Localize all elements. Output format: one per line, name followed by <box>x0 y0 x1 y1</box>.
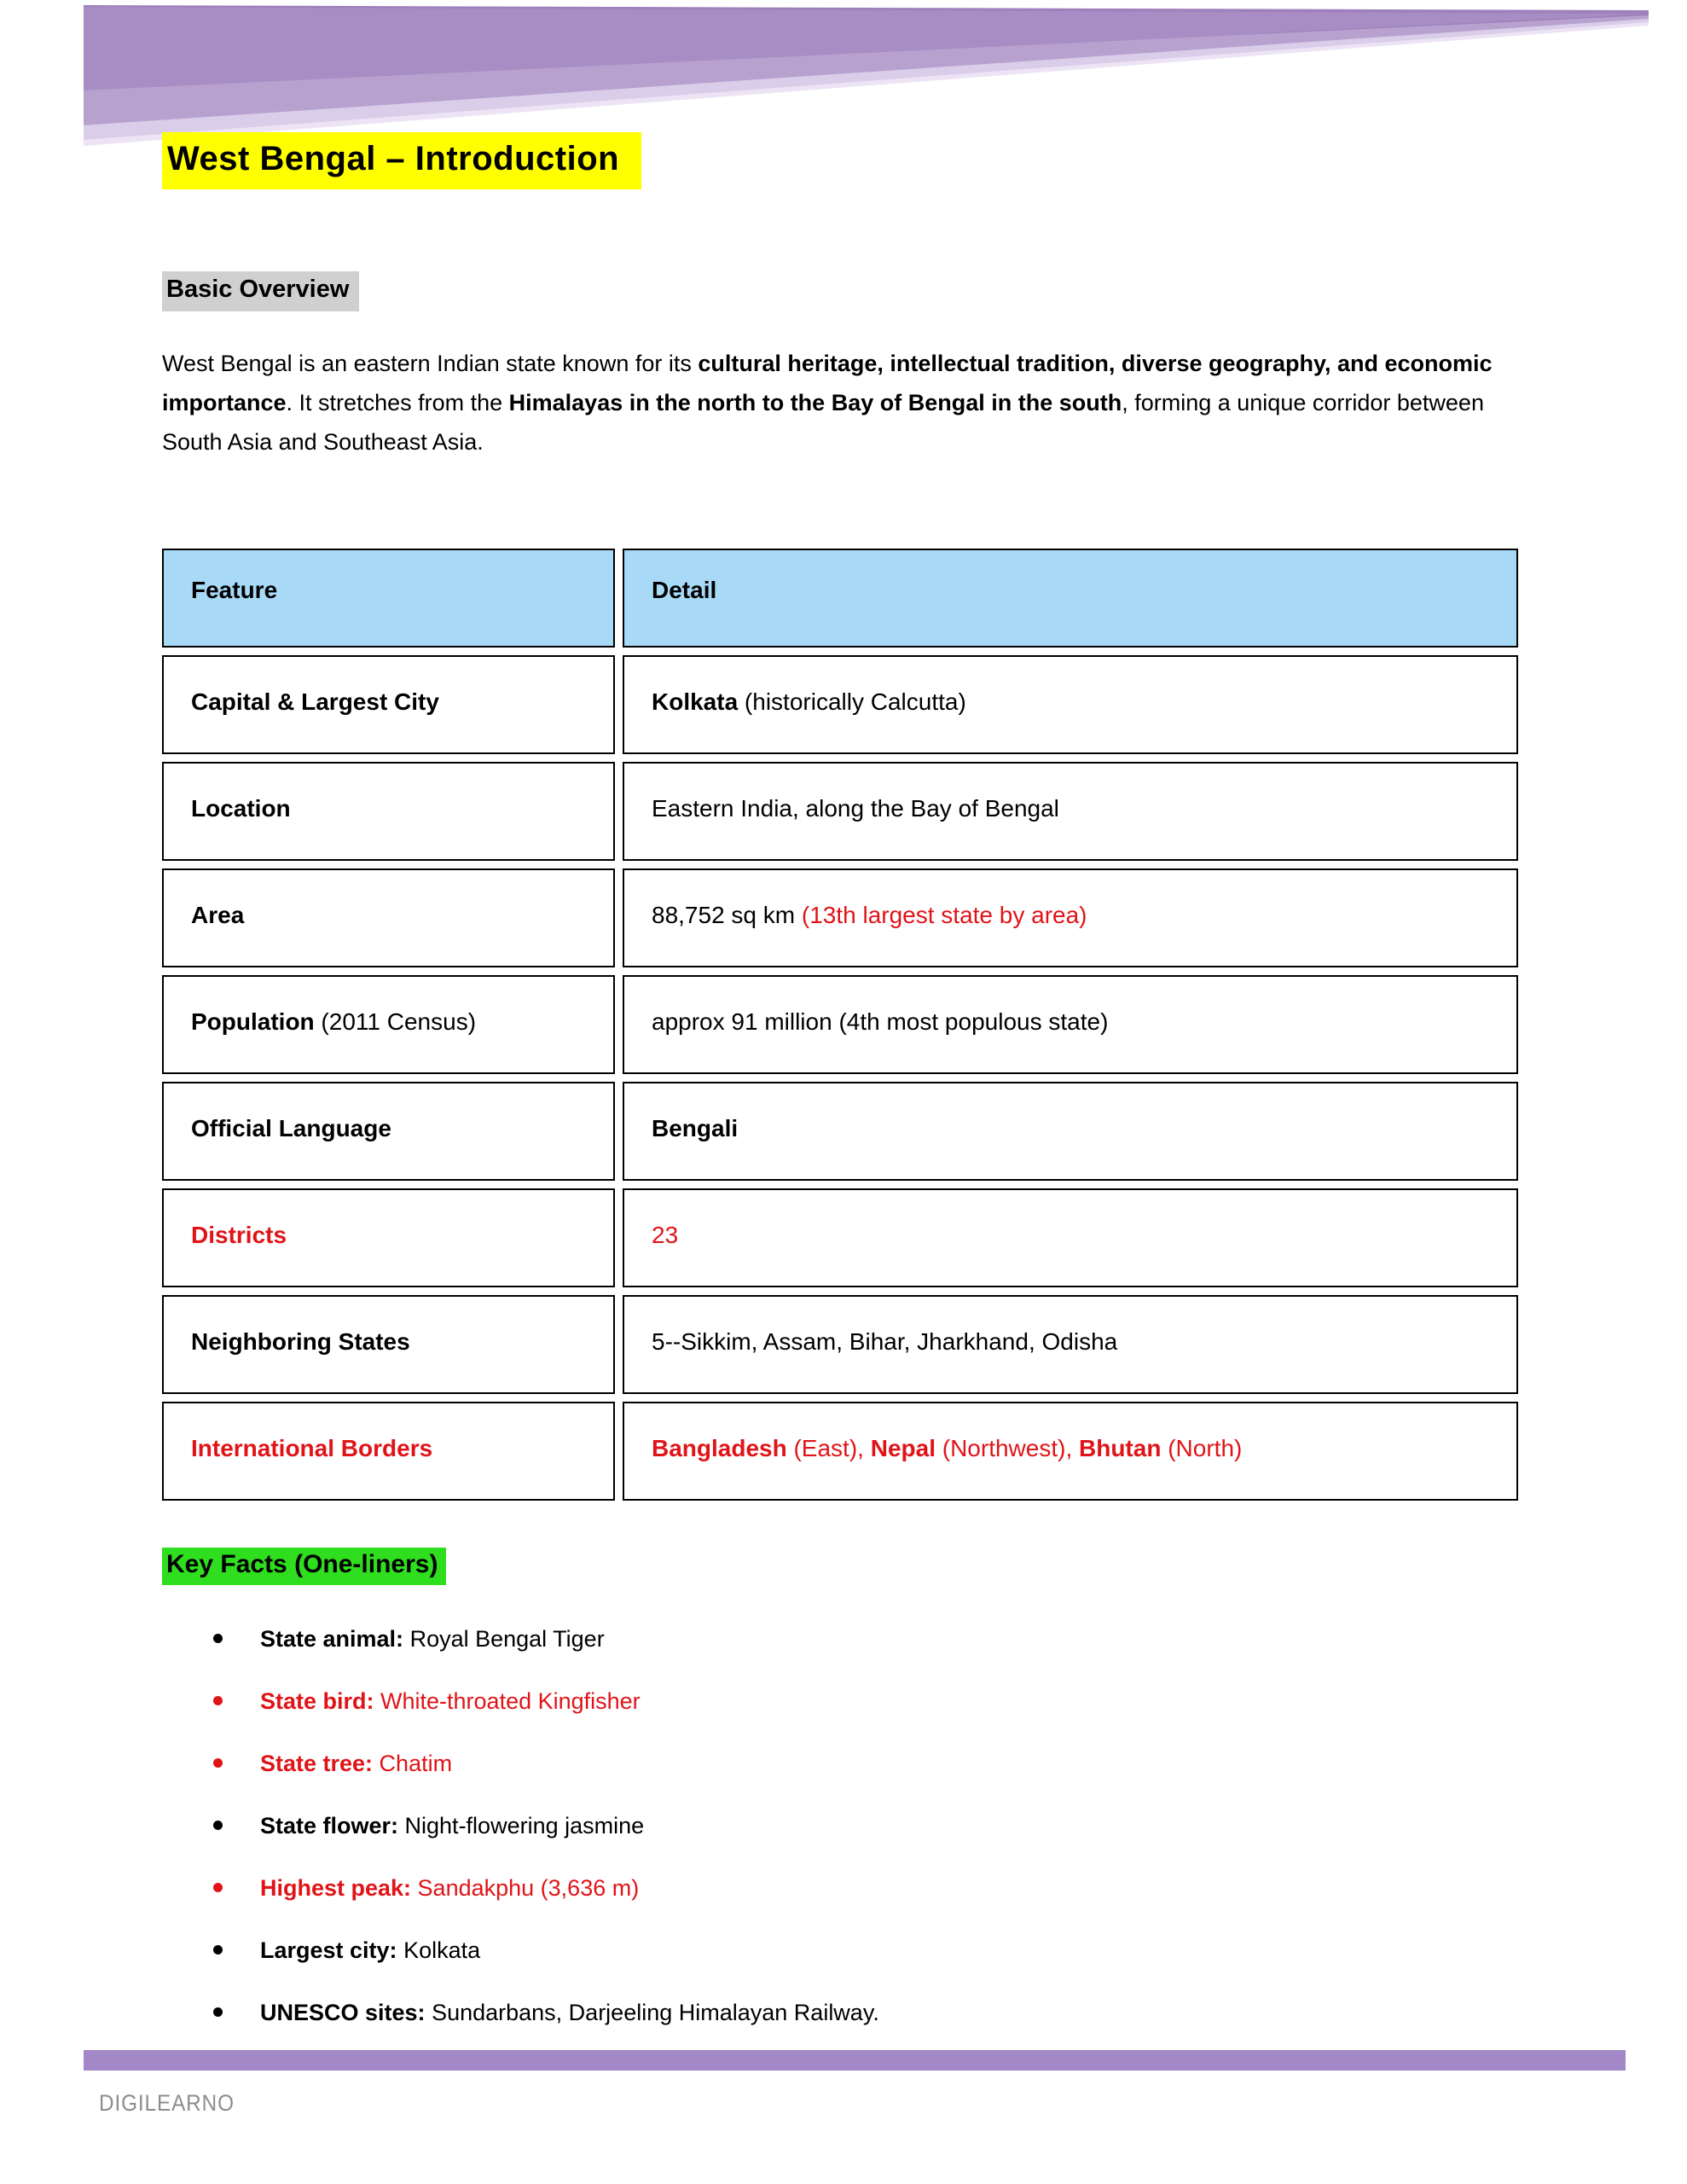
list-item <box>213 1685 1535 1724</box>
table-row <box>162 1295 1518 1394</box>
cell-text <box>652 688 966 716</box>
text-run: State animal: <box>260 1626 404 1652</box>
text-run: Sundarbans, Darjeeling Himalayan Railway. <box>425 2000 879 2025</box>
table-cell-feature <box>162 975 615 1074</box>
cell-text <box>191 1328 410 1356</box>
table-cell-detail <box>623 975 1518 1074</box>
cell-text <box>191 1115 391 1142</box>
table-header-feature <box>162 549 615 648</box>
text-run: Sandakphu (3,636 m) <box>411 1875 640 1901</box>
cell-text <box>652 1222 678 1249</box>
text-run: UNESCO sites: <box>260 2000 426 2025</box>
table-row <box>162 762 1518 861</box>
table-header-row <box>162 549 1518 648</box>
section-heading-key-facts: Key Facts (One-liners) <box>162 1548 446 1585</box>
bullet-text <box>260 1623 605 1655</box>
cell-text <box>652 1435 1242 1462</box>
text-run: Bangladesh <box>652 1435 787 1461</box>
text-run: Neighboring States <box>191 1328 410 1355</box>
text-run: (13th largest state by area) <box>801 902 1087 928</box>
bullet-dot <box>213 1696 223 1705</box>
cell-text <box>652 1328 1117 1356</box>
text-run: Highest peak: <box>260 1875 412 1901</box>
text-run: Kolkata <box>397 1937 481 1963</box>
facts-table <box>162 549 1518 1501</box>
text-run: International Borders <box>191 1435 433 1461</box>
bullet-text <box>260 1809 644 1842</box>
text-run: Eastern India, along the Bay of Bengal <box>652 795 1059 822</box>
text-run: approx 91 million (4th most populous state) <box>652 1008 1109 1035</box>
column-header-label: Detail <box>652 577 717 603</box>
table-cell-detail <box>623 762 1518 861</box>
table-cell-detail <box>623 868 1518 967</box>
brand-watermark: DIGILEARNO <box>99 2090 235 2116</box>
bullet-dot <box>213 2007 223 2017</box>
table-body <box>162 655 1518 1501</box>
text-run: West Bengal is an eastern Indian state known for its <box>162 351 699 376</box>
table-cell-feature <box>162 1295 615 1394</box>
text-run: . It stretches from the <box>286 390 509 415</box>
table-cell-detail <box>623 655 1518 754</box>
text-run: Himalayas in the north to the Bay of Bengal in the south <box>508 390 1122 415</box>
cell-text <box>191 1008 476 1036</box>
text-run: (North) <box>1161 1435 1243 1461</box>
table-row <box>162 655 1518 754</box>
footer-divider-bar <box>84 2050 1626 2071</box>
section-heading-basic-overview: Basic Overview <box>162 271 359 311</box>
text-run: Night-flowering jasmine <box>398 1813 645 1838</box>
text-run: Largest city: <box>260 1937 397 1963</box>
text-run: cultural heritage, intellectual tradition, diverse geography, and economic importance <box>162 351 1493 415</box>
text-run: 5--Sikkim, Assam, Bihar, Jharkhand, Odisha <box>652 1328 1118 1355</box>
text-run: Official Language <box>191 1115 391 1141</box>
cell-text <box>652 795 1059 822</box>
list-item <box>213 1934 1535 1973</box>
text-run: Bengali <box>652 1115 739 1141</box>
text-run: Bhutan <box>1079 1435 1162 1461</box>
table-cell-feature <box>162 868 615 967</box>
text-run: Capital & Largest City <box>191 688 439 715</box>
table-cell-detail <box>623 1188 1518 1287</box>
text-run: , forming a unique corridor between South Asia and Southeast Asia. <box>162 390 1484 455</box>
text-run: Population <box>191 1008 315 1035</box>
list-item <box>213 1623 1535 1662</box>
bullet-text <box>260 1747 452 1780</box>
text-run: 88,752 sq km <box>652 902 802 928</box>
table-header-detail <box>623 549 1518 648</box>
bullet-dot <box>213 1821 223 1830</box>
cell-text <box>652 1008 1108 1036</box>
bullet-text <box>260 1872 639 1904</box>
list-item <box>213 1872 1535 1911</box>
list-item <box>213 1996 1535 2036</box>
text-run: 23 <box>652 1222 679 1248</box>
text-run: Area <box>191 902 245 928</box>
cell-text <box>652 1115 738 1142</box>
table-row <box>162 1402 1518 1501</box>
table-row <box>162 1082 1518 1181</box>
list-item <box>213 1809 1535 1849</box>
cell-text <box>191 795 291 822</box>
bullet-text <box>260 1934 480 1966</box>
text-run: Location <box>191 795 291 822</box>
text-run: State tree: <box>260 1751 374 1776</box>
bullet-text <box>260 1685 641 1717</box>
table-cell-detail <box>623 1295 1518 1394</box>
cell-text <box>191 688 439 716</box>
table-cell-detail <box>623 1402 1518 1501</box>
column-header-label: Feature <box>191 577 278 603</box>
bullet-dot <box>213 1634 223 1643</box>
table-row <box>162 868 1518 967</box>
text-run: State flower: <box>260 1813 399 1838</box>
text-run: Kolkata <box>652 688 739 715</box>
text-run: Nepal <box>870 1435 936 1461</box>
text-run: Districts <box>191 1222 287 1248</box>
list-item <box>213 1747 1535 1786</box>
cell-text <box>191 902 244 929</box>
bullet-dot <box>213 1758 223 1768</box>
table-cell-feature <box>162 762 615 861</box>
bullet-dot <box>213 1945 223 1955</box>
cell-text <box>191 1435 432 1462</box>
text-run: White-throated Kingfisher <box>374 1688 641 1714</box>
text-run: Chatim <box>373 1751 453 1776</box>
table-cell-feature <box>162 1402 615 1501</box>
page-title: West Bengal – Introduction <box>162 132 641 189</box>
table-cell-feature <box>162 1082 615 1181</box>
text-run: (historically Calcutta) <box>738 688 966 715</box>
table-row <box>162 1188 1518 1287</box>
text-run: Royal Bengal Tiger <box>403 1626 605 1652</box>
bullet-dot <box>213 1883 223 1892</box>
table-cell-detail <box>623 1082 1518 1181</box>
cell-text <box>191 1222 287 1249</box>
text-run: (2011 Census) <box>314 1008 477 1035</box>
table-row <box>162 975 1518 1074</box>
text-run: (East), <box>786 1435 871 1461</box>
key-facts-list <box>213 1623 1535 2036</box>
bullet-text <box>260 1996 879 2029</box>
text-run: State bird: <box>260 1688 374 1714</box>
table-cell-feature <box>162 1188 615 1287</box>
intro-paragraph <box>162 344 1544 462</box>
table-cell-feature <box>162 655 615 754</box>
text-run: (Northwest), <box>935 1435 1079 1461</box>
cell-text <box>652 902 1087 929</box>
